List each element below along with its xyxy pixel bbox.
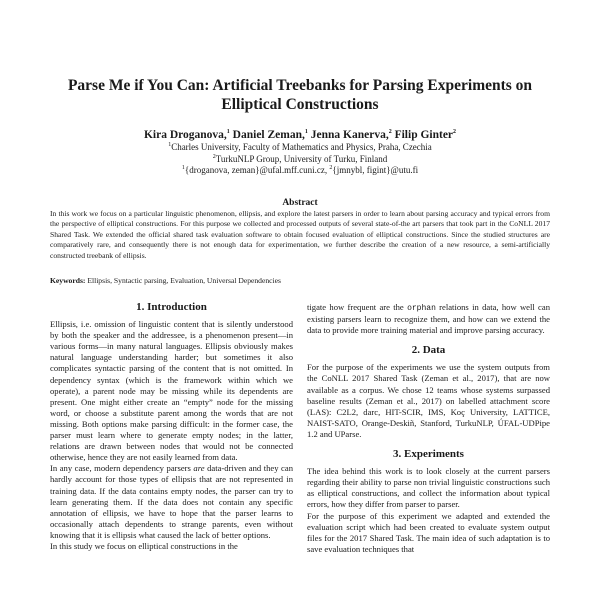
experiments-paragraph-1: The idea behind this work is to look closely at the current parsers regarding their ability to parse non trivial linguistic constructions such as elliptical constructions, and collect the information about typical errors, how they differ from parser to parser. [307, 466, 550, 510]
intro-continuation [307, 302, 550, 336]
intro-p2-emphasis: are [193, 463, 205, 474]
author-affil-mark: 2 [388, 129, 392, 136]
affil-mark: 1 [168, 142, 172, 148]
affiliation-text: Charles University, Faculty of Mathematics and Physics, Praha, Czechia [171, 142, 432, 152]
author-name: Daniel Zeman, [232, 129, 305, 141]
affiliation-line [40, 154, 560, 166]
abstract-text: In this work we focus on a particular linguistic phenomenon, ellipsis, and explore the latest parsers in order to learn about parsing accuracy and typical errors from the perspective of elliptical constructions. For this purpose we collected and processed outputs of several state-of-the art parsers that took part in the CoNLL 2017 Shared Task. We extended the official shared task evaluation software to obtain focused evaluation of elliptical constructions. Since the studied structures are comparatively rare, and consequently there is not enough data for experimentation, we further describe the creation of a new resource, a semi-artificially constructed treebank of ellipsis. [50, 209, 550, 260]
affiliation-line [40, 142, 560, 154]
affiliation-text: TurkuNLP Group, University of Turku, Finland [215, 153, 388, 164]
intro-paragraph-3: In this study we focus on elliptical constructions in the [50, 540, 238, 551]
intro-paragraph-1: Ellipsis, i.e. omission of linguistic content that is silently understood by both the speaker and the addressee, is a phenomenon present—in various forms—in many natural languages. Ellipsis obviously makes natural language understanding harder; but sometimes it also complicates syntactic parsing of the content that is not omitted. In dependency syntax (which is the framework within which we operate), a parent node may be missing while its dependents are present. One might either create an “empty” node for the missing word, or choose a substitute parent among the words that are not missing. Both options make parsing difficult: in the former case, the parser must learn where to generate empty nodes; in the latter, relations are drawn between nodes that would not be connected otherwise, hence they are not easily learned from data. [50, 319, 293, 463]
affil-mark: 2 [329, 165, 333, 171]
right-column [307, 302, 550, 555]
left-column [50, 300, 293, 552]
author-name: Kira Droganova, [143, 129, 227, 141]
keywords-line [50, 276, 550, 286]
author-affil-mark: 2 [453, 129, 457, 136]
affil-mark: 1 [181, 165, 185, 171]
section-heading-data: 2. Data [411, 344, 446, 357]
author-list [40, 128, 560, 142]
abstract-heading: Abstract [282, 198, 318, 208]
section-heading-introduction: 1. Introduction [136, 301, 207, 313]
section-heading-experiments: 3. Experiments [393, 448, 464, 461]
experiments-paragraph-2: For the purpose of this experiment we adapted and extended the evaluation script which had been created to evaluate system output files for the 2017 Shared Task. The main idea of such adaptation is to save evaluation techniques that [307, 510, 550, 554]
intro-cont-text: relations in data, how well can existing parsers learn to recognize them, and how can we extend the data to provide more training material and improve parsing accuracy. [307, 302, 550, 336]
affil-mark: 2 [212, 153, 216, 160]
author-affil-mark: 1 [304, 129, 308, 136]
email-text: {droganova, zeman}@ufal.mff.cuni.cz, [184, 165, 328, 175]
author-name: Filip Ginter [394, 129, 454, 141]
intro-p2-text: data-driven and they can hardly account for those types of ellipsis that are not represented in training data. If the data contains empty nodes, the parser can try to learn generating them. If the data does not contain any specific annotation of ellipsis, we have to hope that the parser learns to occasionally attach dependents to strange parents, even without knowing that it is ellipsis what caused the lack of better options. [50, 463, 293, 540]
author-name: Jenna Kanerva, [310, 129, 389, 141]
orphan-relation-code: orphan [407, 304, 436, 313]
email-text: {jmnybl, figint}@utu.fi [332, 165, 419, 175]
email-line [40, 165, 560, 177]
intro-p2-text: In any case, modern dependency parsers [50, 463, 194, 474]
intro-cont-text: tigate how frequent are the [307, 302, 408, 312]
keywords-label: Keywords: [50, 276, 86, 285]
affiliation-block [40, 142, 560, 177]
data-paragraph: For the purpose of the experiments we use the system outputs from the CoNLL 2017 Shared Task (Zeman et al., 2017), that are now available as a corpus. We chose 12 teams whose systems surpassed baseline results (Zeman et al., 2017) on labelled attachment score (LAS): C2L2, darc, HIT-SCIR, IMS, Koç University, LATTICE, NAIST-SATO, Orange-Deskiñ, Stanford, TurkuNLP, ÚFAL-UDPipe 1.2 and UParse. [307, 362, 550, 439]
author-affil-mark: 1 [226, 129, 230, 136]
paper-title: Parse Me if You Can: Artificial Treebanks for Parsing Experiments on Elliptical Constructions [67, 77, 533, 113]
intro-paragraph-2 [50, 463, 293, 541]
keywords-text: Ellipsis, Syntactic parsing, Evaluation, Universal Dependencies [87, 276, 281, 285]
